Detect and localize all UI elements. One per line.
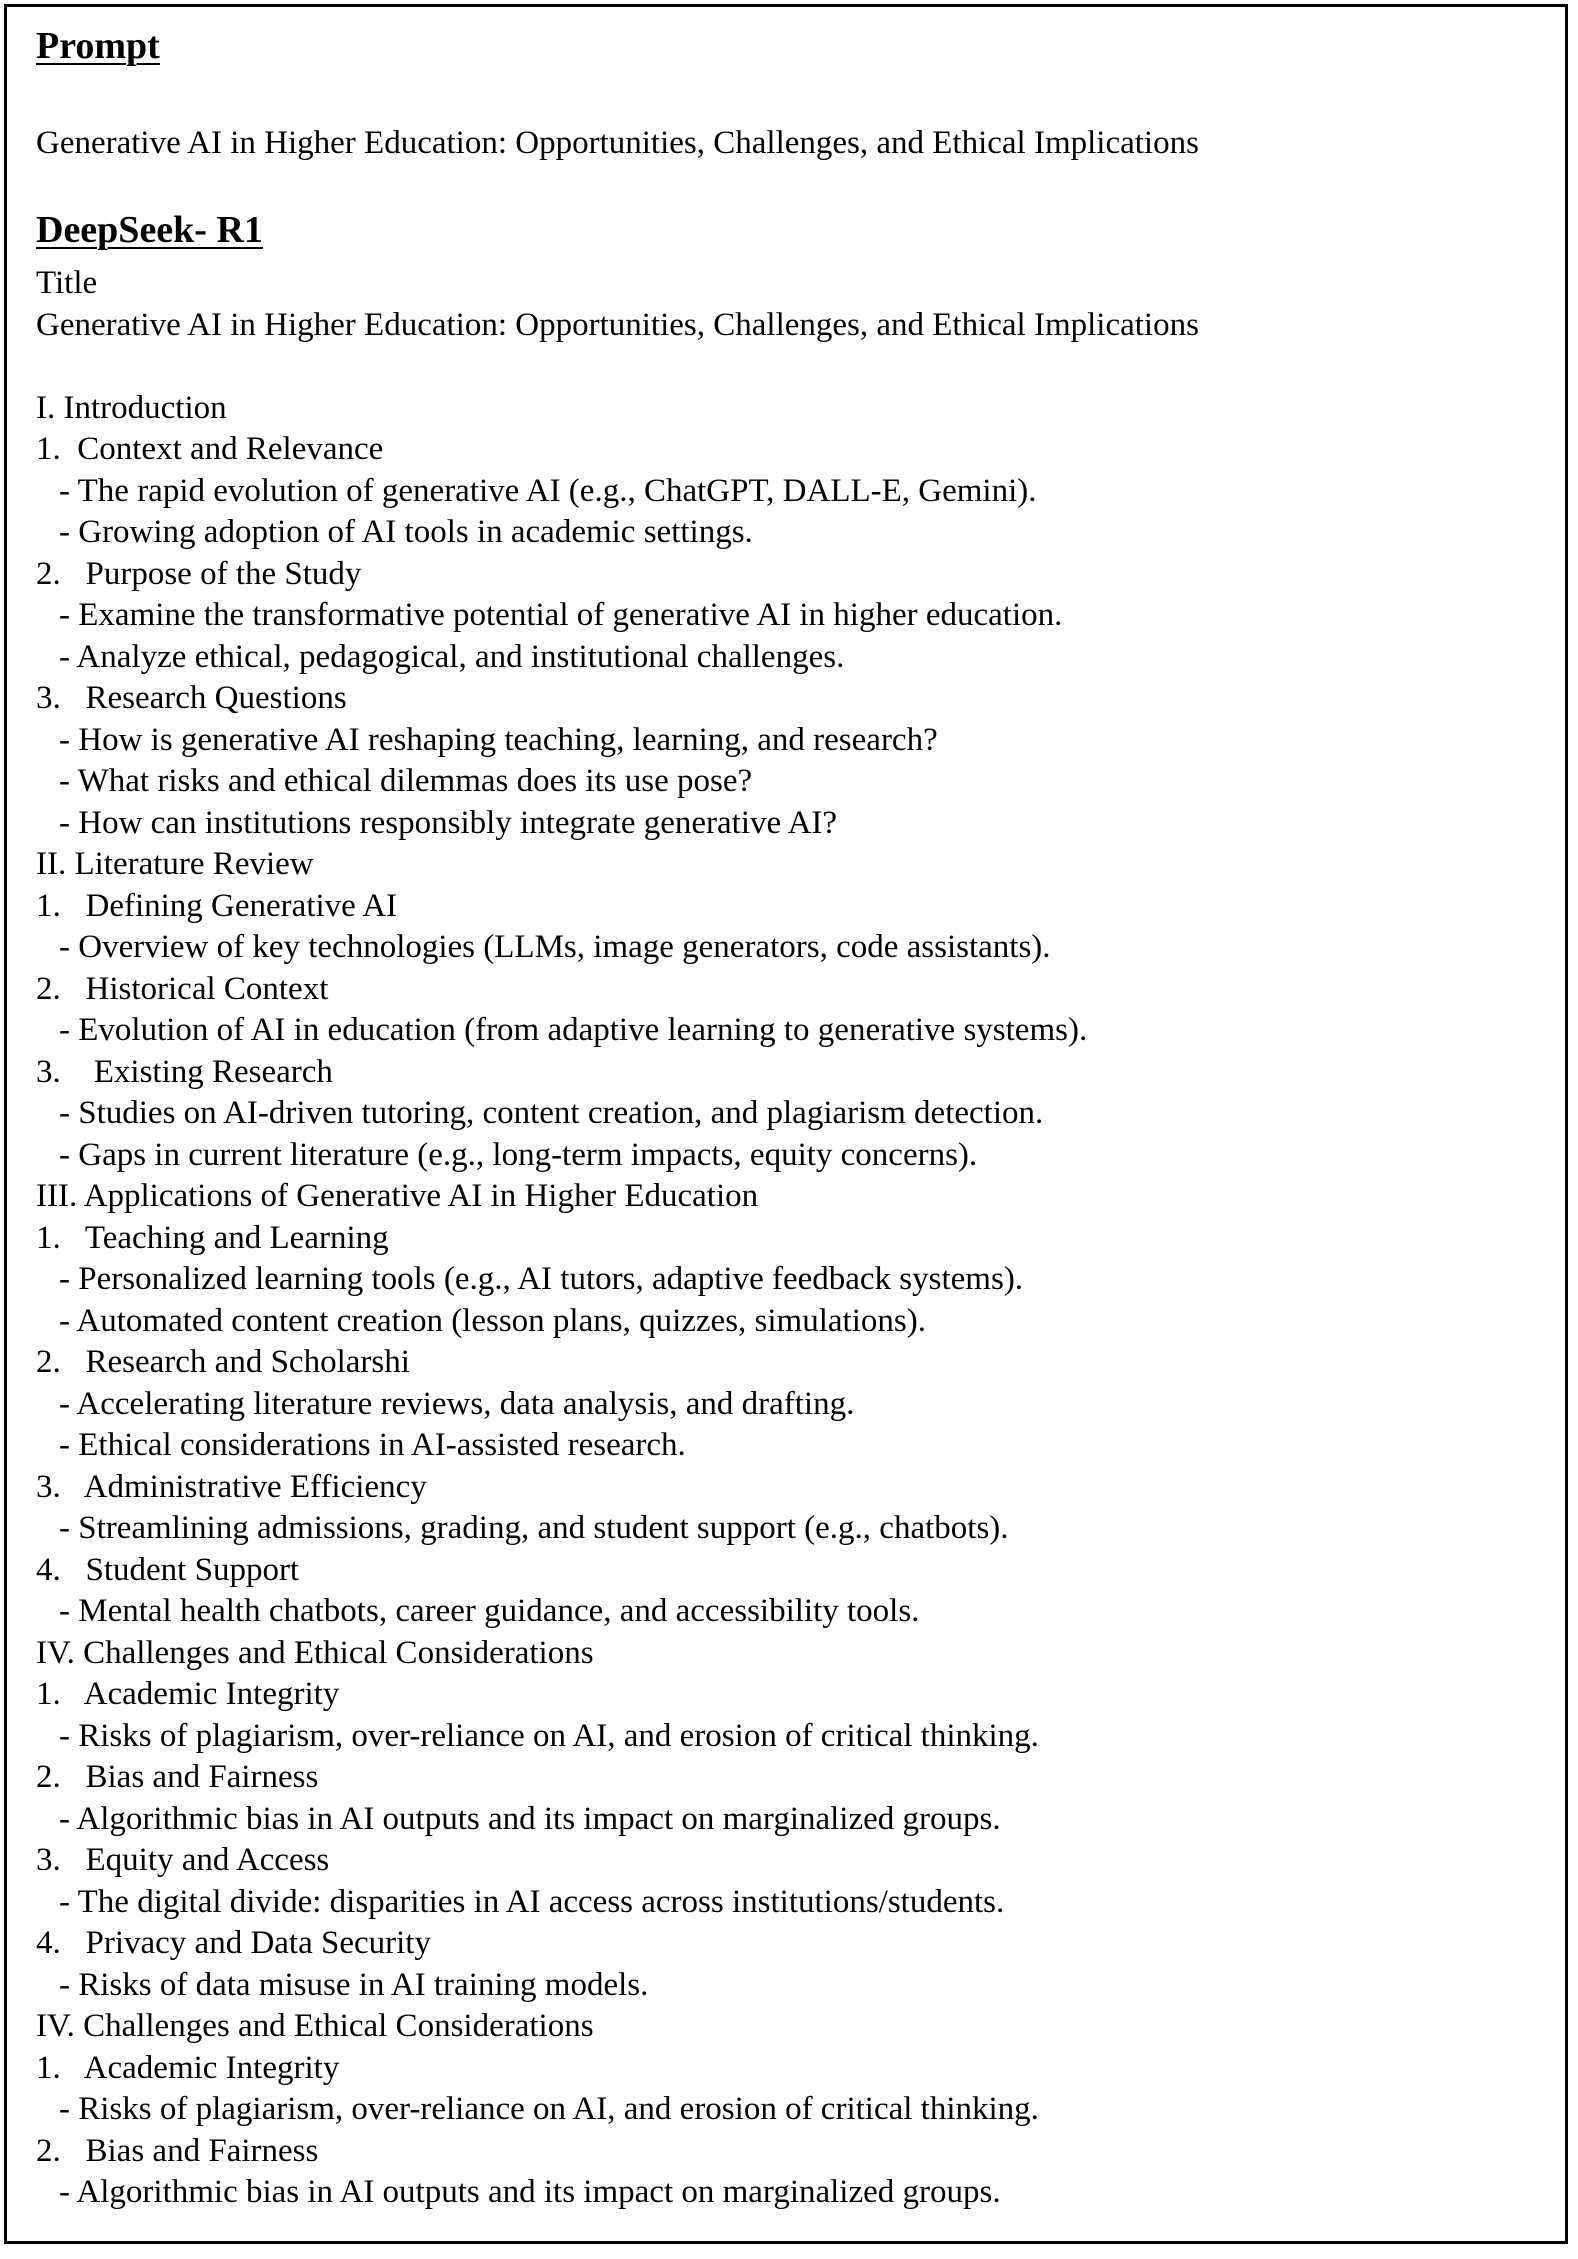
outline-numbered-line: 1. Defining Generative AI xyxy=(36,887,398,924)
outline-bullet-line: - Streamlining admissions, grading, and student support (e.g., chatbots). xyxy=(59,1510,1009,1546)
outline-bullet-line: - Risks of plagiarism, over-reliance on AI, and erosion of critical thinking. xyxy=(59,2091,1039,2127)
outline-numbered-line: 1. Teaching and Learning xyxy=(36,1219,389,1256)
outline-bullet-line: - Algorithmic bias in AI outputs and its impact on marginalized groups. xyxy=(59,2174,1001,2210)
outline-bullet-line: - Accelerating literature reviews, data analysis, and drafting. xyxy=(59,1385,855,1422)
outline-numbered-line: 3. Administrative Efficiency xyxy=(36,1468,427,1505)
outline-bullet-line: - Algorithmic bias in AI outputs and its impact on marginalized groups. xyxy=(59,1800,1001,1837)
outline-bullet-line: - Ethical considerations in AI-assisted research. xyxy=(59,1427,686,1463)
outline-bullet-line: - Growing adoption of AI tools in academic settings. xyxy=(59,514,753,550)
outline-bullet-line: - The digital divide: disparities in AI access across institutions/students. xyxy=(59,1883,1005,1920)
document-frame xyxy=(4,4,1568,2244)
outline-numbered-line: 3. Equity and Access xyxy=(36,1842,330,1878)
response-heading: DeepSeek- R1 xyxy=(36,209,263,251)
outline-numbered-line: 2. Research and Scholarshi xyxy=(36,1344,410,1380)
outline-numbered-line: 2. Bias and Fairness xyxy=(36,2132,319,2169)
outline-bullet-line: - What risks and ethical dilemmas does its use pose? xyxy=(59,763,753,799)
prompt-text: Generative AI in Higher Education: Opportunities, Challenges, and Ethical Implications xyxy=(36,125,1199,161)
outline-numbered-line: 3. Existing Research xyxy=(36,1053,333,1090)
outline-bullet-line: - Overview of key technologies (LLMs, image generators, code assistants). xyxy=(59,929,1051,965)
outline-bullet-line: - Automated content creation (lesson plans, quizzes, simulations). xyxy=(59,1302,926,1339)
outline-numbered-line: 1. Academic Integrity xyxy=(36,2049,340,2086)
document-content xyxy=(36,21,1545,2214)
outline-bullet-line: - Personalized learning tools (e.g., AI tutors, adaptive feedback systems). xyxy=(59,1261,1024,1297)
prompt-heading: Prompt xyxy=(36,25,160,67)
outline-section-line: III. Applications of Generative AI in Higher Education xyxy=(36,1178,759,1214)
outline-numbered-line: 2. Purpose of the Study xyxy=(36,555,362,592)
outline-bullet-line: - Evolution of AI in education (from adaptive learning to generative systems). xyxy=(59,1012,1088,1048)
outline-bullet-line: - How is generative AI reshaping teaching, learning, and research? xyxy=(59,721,938,758)
outline-section-line: IV. Challenges and Ethical Considerations xyxy=(36,1634,594,1671)
outline-bullet-line: - Risks of data misuse in AI training models. xyxy=(59,1966,649,2003)
outline-blank-line xyxy=(36,346,1545,388)
outline-bullet-line: - Risks of plagiarism, over-reliance on AI, and erosion of critical thinking. xyxy=(59,1717,1039,1754)
response-outline xyxy=(36,263,1545,2214)
outline-section-line: Generative AI in Higher Education: Opportunities, Challenges, and Ethical Implications xyxy=(36,306,1199,343)
outline-bullet-line: - Mental health chatbots, career guidance, and accessibility tools. xyxy=(59,1593,920,1629)
outline-section-line: IV. Challenges and Ethical Considerations xyxy=(36,2008,594,2044)
outline-numbered-line: 1. Academic Integrity xyxy=(36,1676,340,1712)
outline-numbered-line: 2. Historical Context xyxy=(36,970,329,1007)
outline-numbered-line: 4. Privacy and Data Security xyxy=(36,1925,431,1961)
outline-numbered-line: 3. Research Questions xyxy=(36,680,347,716)
outline-bullet-line: - The rapid evolution of generative AI (e.g., ChatGPT, DALL-E, Gemini). xyxy=(59,472,1037,509)
outline-bullet-line: - Examine the transformative potential of generative AI in higher education. xyxy=(59,597,1063,633)
outline-numbered-line: 2. Bias and Fairness xyxy=(36,1759,319,1795)
outline-bullet-line: - Studies on AI-driven tutoring, content creation, and plagiarism detection. xyxy=(59,1095,1044,1131)
outline-bullet-line: - Analyze ethical, pedagogical, and institutional challenges. xyxy=(59,638,845,675)
outline-numbered-line: 1. Context and Relevance xyxy=(36,431,384,467)
outline-bullet-line: - Gaps in current literature (e.g., long-term impacts, equity concerns). xyxy=(59,1136,978,1173)
outline-section-line: II. Literature Review xyxy=(36,846,314,882)
outline-bullet-line: - How can institutions responsibly integrate generative AI? xyxy=(59,804,838,841)
outline-numbered-line: 4. Student Support xyxy=(36,1551,300,1588)
outline-section-line: I. Introduction xyxy=(36,389,227,426)
outline-section-line: Title xyxy=(36,265,98,301)
